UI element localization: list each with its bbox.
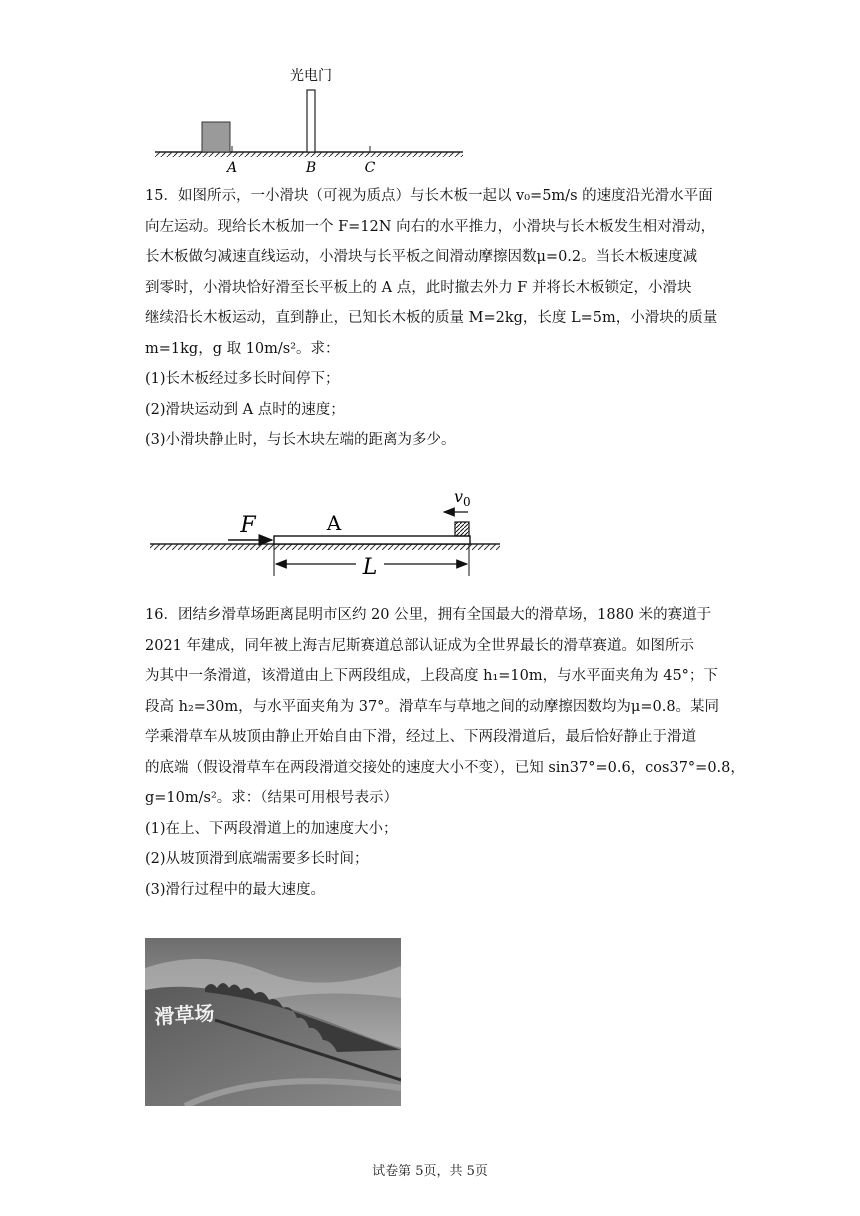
q15-line-3: 长木板做匀减速直线运动，小滑块与长平板之间滑动摩擦因数μ=0.2。当长木板速度减 xyxy=(145,249,698,265)
velocity-label xyxy=(454,487,471,509)
photogate-figure xyxy=(150,60,470,180)
q15-question-2: (2)滑块运动到 A 点时的速度； xyxy=(145,401,345,418)
photo-sign-text: 滑草场 xyxy=(153,1000,216,1029)
length-label: L xyxy=(362,555,378,580)
velocity-symbol: v xyxy=(454,487,464,506)
q15-stem xyxy=(145,181,725,456)
q15-line-2: 向左运动。现给长木板加一个 F=12N 向右的水平推力，小滑块与长木板发生相对滑动， xyxy=(145,218,716,235)
q16-question-3: (3)滑行过程中的最大速度。 xyxy=(145,881,326,898)
q15-line-6: m=1kg，g 取 10m/s²。求： xyxy=(145,340,340,357)
q16-line-7: g=10m/s²。求：（结果可用根号表示） xyxy=(145,790,399,806)
q16-stem xyxy=(145,600,745,905)
q15-question-3: (3)小滑块静止时，与长木块左端的距离为多少。 xyxy=(145,432,456,448)
slider-block xyxy=(202,122,230,152)
force-label: F xyxy=(240,513,256,538)
board-label: A xyxy=(326,511,342,535)
q15-line-5: 继续沿长木板运动，直到静止，已知长木板的质量 M=2kg，长度 L=5m，小滑块的质量 xyxy=(145,310,718,326)
q16-line-6: 的底端（假设滑草车在两段滑道交接处的速度大小不变），已知 sin37°=0.6，cos37°=0.8， xyxy=(145,759,745,776)
q16-line-3: 为其中一条滑道，该滑道由上下两段组成，上段高度 h₁=10m，与水平面夹角为 45°；下 xyxy=(145,668,718,684)
long-board xyxy=(274,536,470,544)
small-slider xyxy=(455,522,469,536)
velocity-subscript: 0 xyxy=(463,495,471,509)
point-b-label: B xyxy=(305,160,317,176)
point-a-label: A xyxy=(226,160,238,176)
photogate xyxy=(307,90,315,152)
q16-line-1: 16．团结乡滑草场距离昆明市区约 20 公里，拥有全国最大的滑草场，1880 米的赛道于 xyxy=(145,607,712,623)
q16-line-2: 2021 年建成，同年被上海吉尼斯赛道总部认证成为全世界最长的滑草赛道。如图所示 xyxy=(145,637,695,654)
q15-line-4: 到零时，小滑块恰好滑至长平板上的 A 点，此时撤去外力 F 并将长木板锁定，小滑块 xyxy=(145,279,692,296)
ground-hatch-2 xyxy=(150,544,500,550)
q15-line-1: 15．如图所示，一小滑块（可视为质点）与长木板一起以 v₀=5m/s 的速度沿光滑水平面 xyxy=(145,188,713,204)
q16-line-5: 学乘滑草车从坡顶由静止开始自由下滑，经过上、下两段滑道后，最后恰好静止于滑道 xyxy=(145,729,696,745)
q16-question-2: (2)从坡顶滑到底端需要多长时间； xyxy=(145,851,369,867)
q16-line-4: 段高 h₂=30m，与水平面夹角为 37°。滑草车与草地之间的动摩擦因数均为μ=0.8。某同 xyxy=(145,698,720,715)
page-footer: 试卷第 5页，共 5页 xyxy=(372,1164,488,1179)
photogate-label: 光电门 xyxy=(290,68,332,84)
q16-question-1: (1)在上、下两段滑道上的加速度大小； xyxy=(145,820,398,837)
grass-slope-photo xyxy=(145,938,401,1106)
board-figure xyxy=(148,484,504,580)
q15-question-1: (1)长木板经过多长时间停下； xyxy=(145,371,340,387)
point-c-label: C xyxy=(364,160,376,176)
